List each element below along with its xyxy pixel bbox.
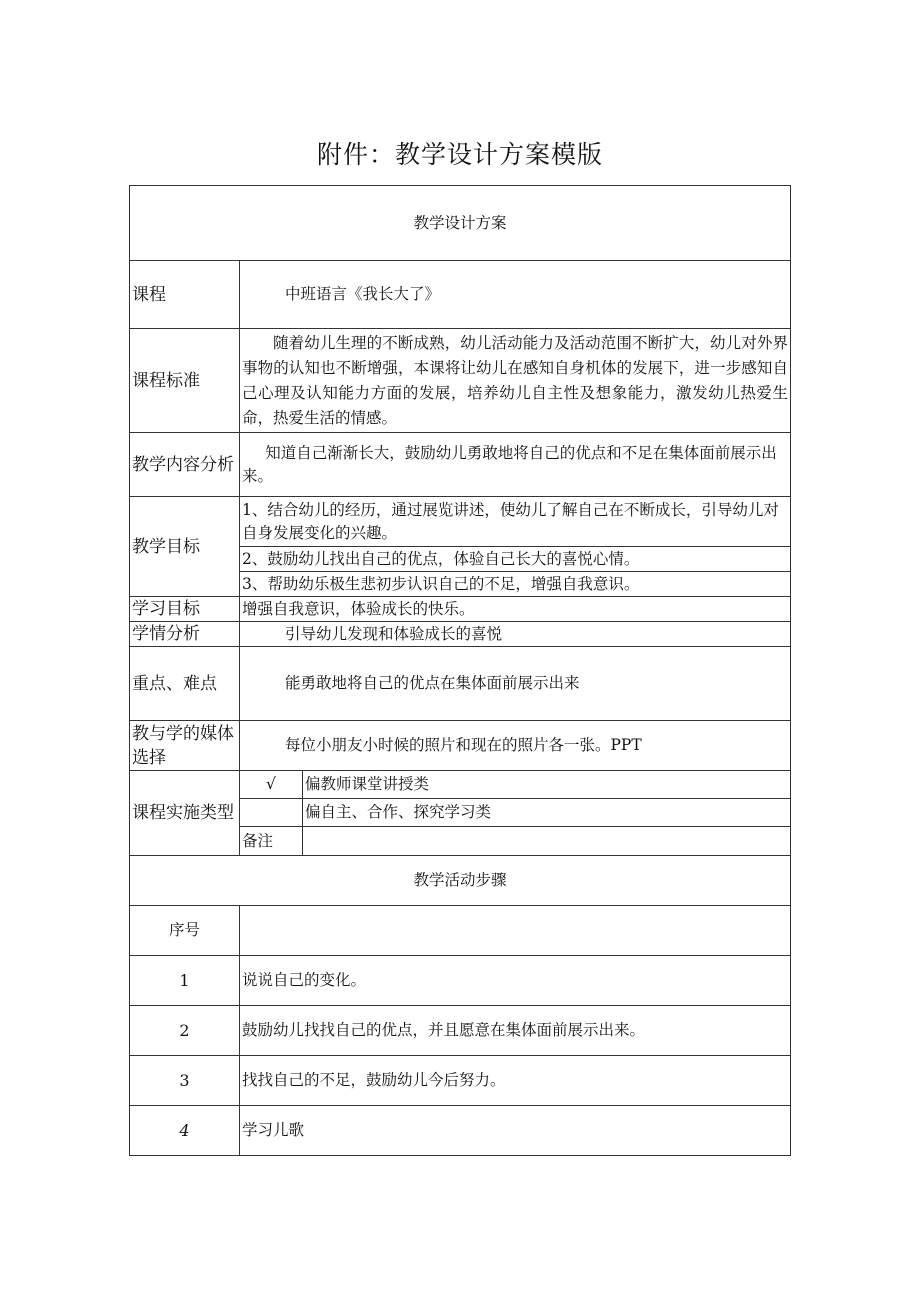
course-value: 中班语言《我长大了》	[240, 261, 791, 329]
steps-column-row	[130, 906, 791, 956]
implementation-option-text: 偏教师课堂讲授类	[303, 771, 791, 799]
media-value: 每位小朋友小时候的照片和现在的照片各一张。PPT	[240, 721, 791, 771]
key-points-row	[130, 647, 791, 721]
step-row	[130, 1106, 791, 1156]
media-row	[130, 721, 791, 771]
implementation-check-mark: √	[240, 771, 303, 799]
implementation-option-text: 偏自主、合作、探究学习类	[303, 799, 791, 827]
steps-header-row	[130, 856, 791, 906]
step-row	[130, 1006, 791, 1056]
step-text: 说说自己的变化。	[240, 956, 791, 1006]
key-points-value: 能勇敢地将自己的优点在集体面前展示出来	[240, 647, 791, 721]
remark-label: 备注	[240, 827, 303, 856]
learning-goals-label: 学习目标	[130, 597, 240, 622]
standard-row	[130, 329, 791, 433]
step-number: 1	[130, 956, 240, 1006]
media-label: 教与学的媒体选择	[130, 721, 240, 771]
learning-goals-value: 增强自我意识，体验成长的快乐。	[240, 597, 791, 622]
learning-goals-row	[130, 597, 791, 622]
teaching-goal-item: 2、鼓励幼儿找出自己的优点，体验自己长大的喜悦心情。	[240, 547, 791, 572]
step-row	[130, 1056, 791, 1106]
step-text: 找找自己的不足，鼓励幼儿今后努力。	[240, 1056, 791, 1106]
remark-value	[303, 827, 791, 856]
content-analysis-value: 知道自己渐渐长大，鼓励幼儿勇敢地将自己的优点和不足在集体面前展示出来。	[240, 433, 791, 497]
steps-col-label: 序号	[130, 906, 240, 956]
content-analysis-label: 教学内容分析	[130, 433, 240, 497]
steps-col-content	[240, 906, 791, 956]
page-title: 附件：教学设计方案模版	[316, 140, 603, 169]
implementation-check-mark	[240, 799, 303, 827]
step-text: 学习儿歌	[240, 1106, 791, 1156]
standard-value: 随着幼儿生理的不断成熟，幼儿活动能力及活动范围不断扩大，幼儿对外界事物的认知也不断增强，本课将让幼儿在感知自身机体的发展下，进一步感知自己心理及认知能力方面的发展，培养幼儿自主性及想象能力，激发幼儿热爱生命，热爱生活的情感。	[240, 329, 791, 433]
table-header-row	[130, 186, 791, 261]
course-label: 课程	[130, 261, 240, 329]
teaching-goal-row	[130, 497, 791, 547]
key-points-label: 重点、难点	[130, 647, 240, 721]
step-number: 3	[130, 1056, 240, 1106]
course-row	[130, 261, 791, 329]
step-number: 2	[130, 1006, 240, 1056]
step-number: 4	[130, 1106, 240, 1156]
standard-label: 课程标准	[130, 329, 240, 433]
teaching-goal-item: 1、结合幼儿的经历，通过展览讲述，使幼儿了解自己在不断成长，引导幼儿对自身发展变化的兴趣。	[240, 497, 791, 547]
content-analysis-row	[130, 433, 791, 497]
step-row	[130, 956, 791, 1006]
step-text: 鼓励幼儿找找自己的优点，并且愿意在集体面前展示出来。	[240, 1006, 791, 1056]
teaching-design-table	[129, 185, 791, 1156]
steps-header: 教学活动步骤	[130, 856, 791, 906]
learner-analysis-value: 引导幼儿发现和体验成长的喜悦	[240, 622, 791, 647]
implementation-label: 课程实施类型	[130, 771, 240, 856]
table-header: 教学设计方案	[130, 186, 791, 261]
implementation-option-row	[130, 771, 791, 799]
teaching-goals-label: 教学目标	[130, 497, 240, 597]
learner-analysis-label: 学情分析	[130, 622, 240, 647]
learner-analysis-row	[130, 622, 791, 647]
teaching-goal-item: 3、帮助幼乐极生悲初步认识自己的不足，增强自我意识。	[240, 572, 791, 597]
